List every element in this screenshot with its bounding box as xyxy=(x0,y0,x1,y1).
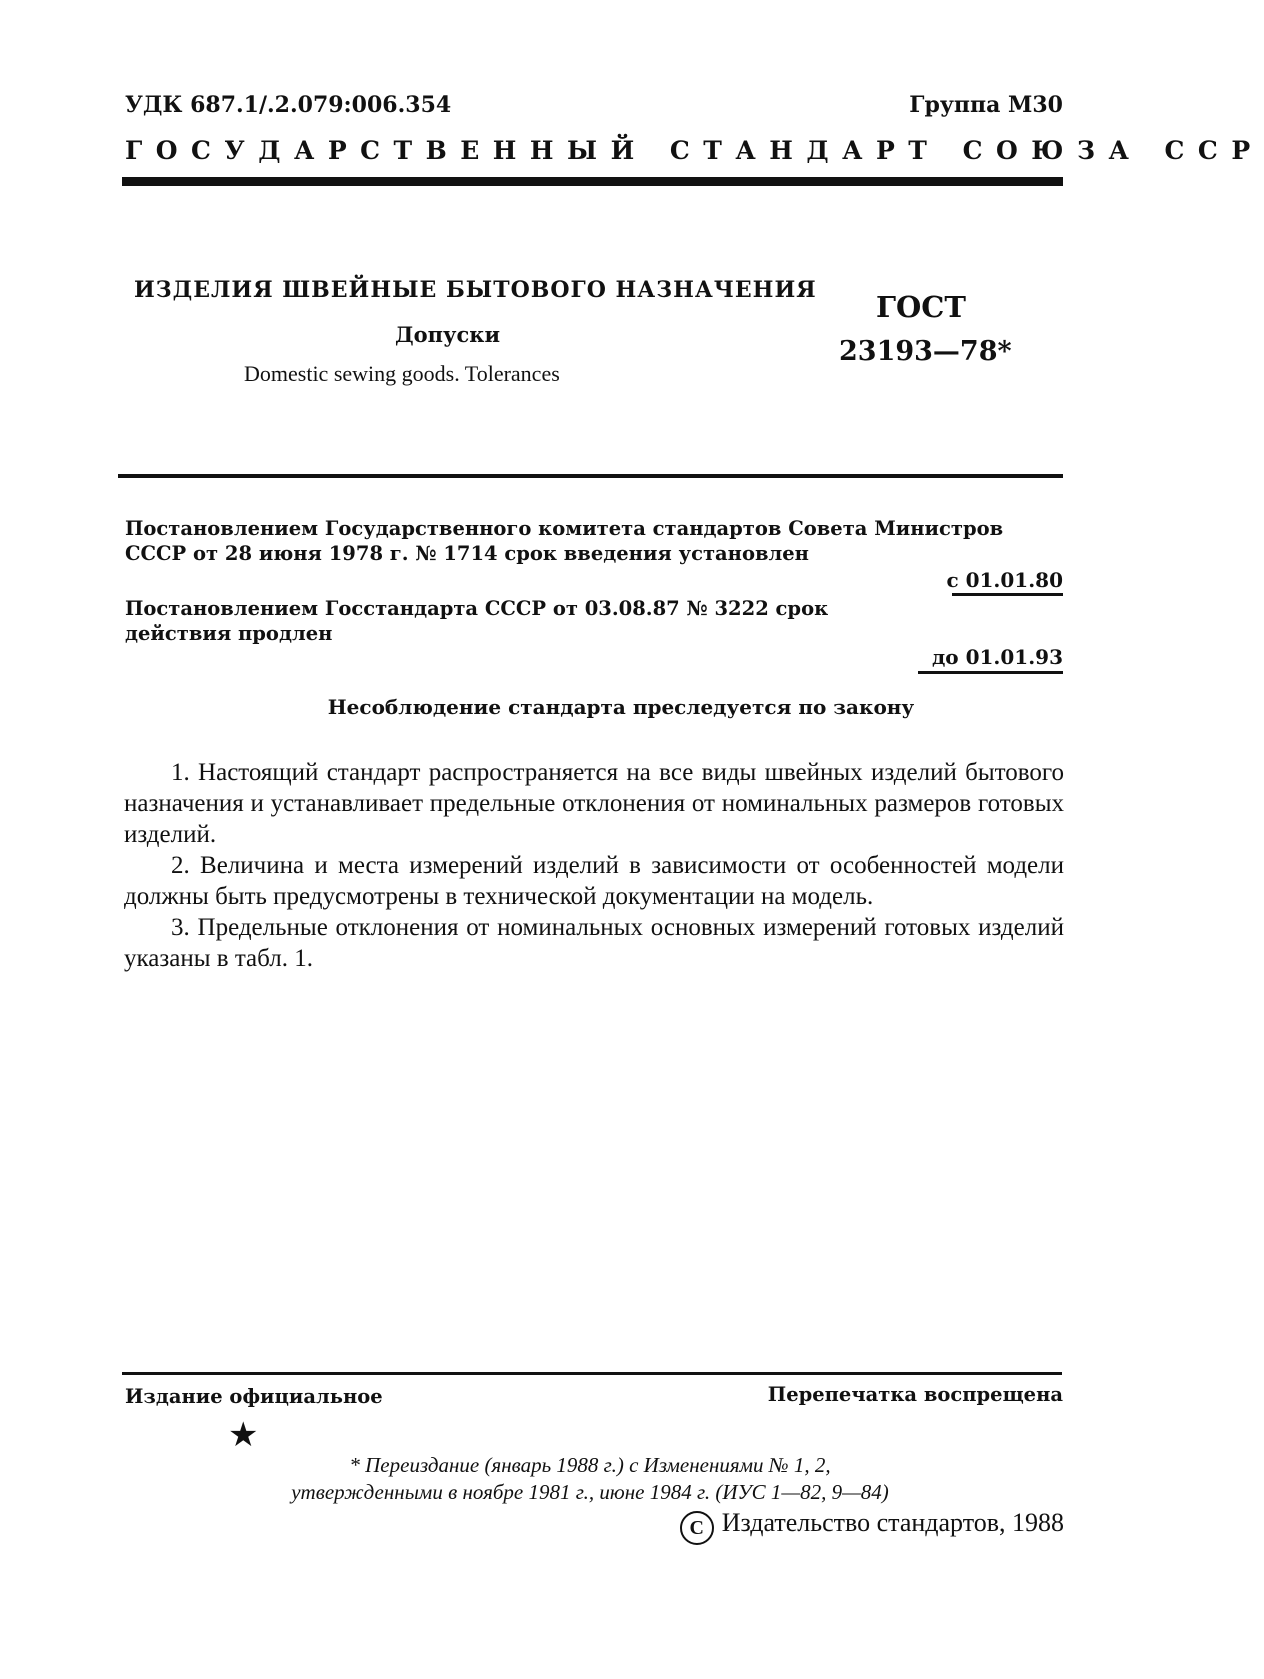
copyright-line xyxy=(680,1508,1064,1545)
copyright-icon: C xyxy=(680,1511,714,1545)
document-title-en: Domestic sewing goods. Tolerances xyxy=(244,361,560,386)
paragraph-1: 1. Настоящий стандарт распространяется на все виды швейных изделий бытового назначения и устанавливает предельные отклонения от номинальных размеров готовых изделий. xyxy=(124,759,1064,848)
document-subtitle-ru: Допуски xyxy=(395,322,501,347)
body-text xyxy=(124,757,1064,974)
reissue-note xyxy=(200,1452,980,1506)
document-title-ru: ИЗДЕЛИЯ ШВЕЙНЫЕ БЫТОВОГО НАЗНАЧЕНИЯ xyxy=(134,277,817,303)
star-icon: ★ xyxy=(228,1415,259,1455)
paragraph-3: 3. Предельные отклонения от номинальных основных измерений готовых изделий указаны в табл. 1. xyxy=(124,914,1064,972)
middle-rule xyxy=(118,474,1063,478)
reissue-note-line-2: утвержденными в ноябре 1981 г., июне 1984 г. (ИУС 1—82, 9—84) xyxy=(291,1480,889,1504)
effective-date: с 01.01.80 xyxy=(946,568,1063,592)
decree-extension: Постановлением Госстандарта СССР от 03.08.87 № 3222 срок действия продлен xyxy=(125,597,829,645)
official-edition-label: Издание официальное xyxy=(125,1385,383,1408)
copyright-text: Издательство стандартов, 1988 xyxy=(721,1508,1064,1537)
gost-number: 23193—78* xyxy=(839,336,1012,367)
udk-code: УДК 687.1/.2.079:006.354 xyxy=(125,92,452,118)
reprint-prohibited-label: Перепечатка воспрещена xyxy=(767,1383,1063,1406)
footer-rule xyxy=(122,1372,1062,1375)
state-standard-heading: ГОСУДАРСТВЕННЫЙ СТАНДАРТ СОЮЗА ССР xyxy=(125,136,1264,165)
top-rule xyxy=(122,177,1063,186)
gost-label: ГОСТ xyxy=(876,290,966,324)
expiry-date: до 01.01.93 xyxy=(931,645,1063,669)
expiry-date-underline xyxy=(918,671,1063,674)
law-notice: Несоблюдение стандарта преследуется по закону xyxy=(327,695,915,719)
paragraph-2: 2. Величина и места измерений изделий в зависимости от особенностей модели должны быть предусмотрены в технической документации на модель. xyxy=(124,852,1064,910)
decree-introduction: Постановлением Государственного комитета стандартов Совета Министров СССР от 28 июня 1978 г. № 1714 срок введения установлен xyxy=(125,517,1004,565)
effective-date-underline xyxy=(952,593,1063,596)
reissue-note-line-1: * Переиздание (январь 1988 г.) с Изменениями № 1, 2, xyxy=(349,1453,831,1477)
group-code: Группа М30 xyxy=(909,92,1063,118)
